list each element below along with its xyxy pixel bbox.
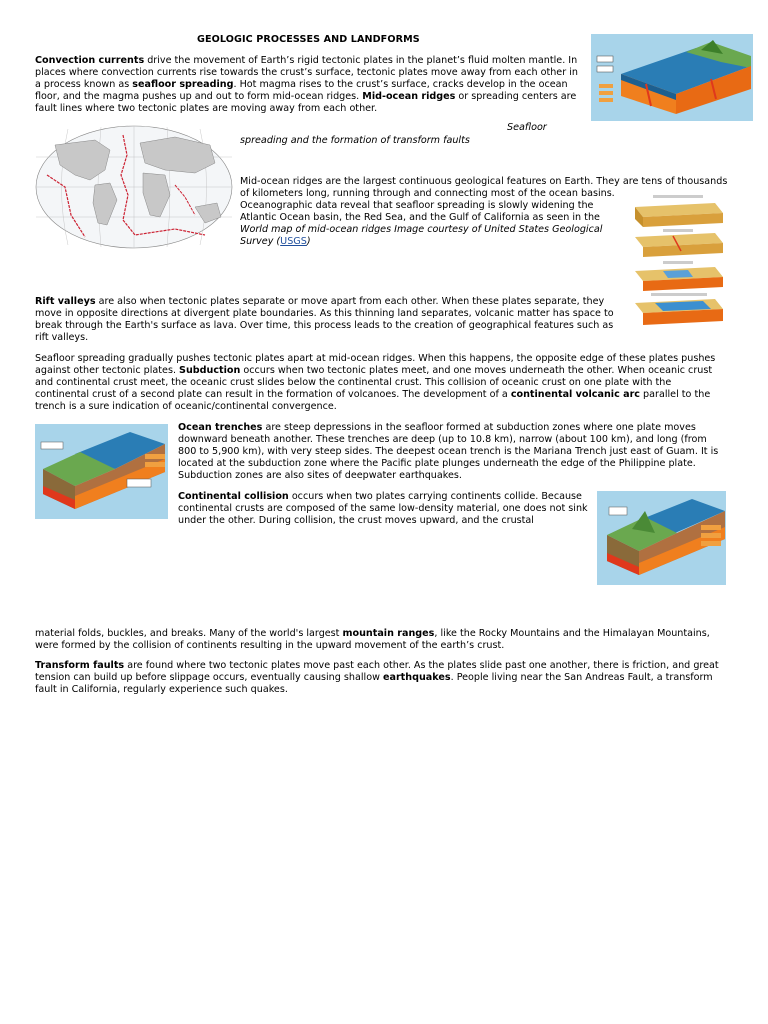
paragraph-mountain-ranges	[35, 628, 729, 652]
text: are steep depressions in the seafloor formed at subduction zones where one plate moves downward beneath another. These trenches are deep (up to 10.8 km), narrow (about 100 km), and long (from 800 to 5,900 km), with very steep sides. The deepest ocean trench is the Mariana Trench just east of Guam. It is located at the subduction zone where the Pacific plate plunges underneath the edge of the Philippine plate. Subduction zones are also sites of deepwater earthquakes.	[178, 422, 719, 481]
text: occurs when two plates carrying continents collide. Because continental crusts are composed of the same low-density material, one does not sink under the other. During collision, the crust moves upward, and the crustal	[178, 491, 588, 526]
seafloor-spreading-diagram	[591, 34, 753, 121]
text: of kilometers long, running through and connecting most of the ocean basins. Oceanographic data reveal that seafloor spreading is slowly widening the Atlantic Ocean basin, the Red Sea, and the Gulf of California as seen in the	[240, 188, 615, 223]
text: are found where two tectonic plates move past each other. As the plates slide past one another, there is friction, and great tension can build up before slippage occurs, eventually causing shallow	[35, 660, 719, 683]
map-credit: World map of mid-ocean ridges Image courtesy of United States Geological Survey (	[240, 224, 603, 247]
paragraph-continental-collision	[178, 491, 588, 527]
paragraph-transform-faults	[35, 660, 729, 696]
text: or spreading centers are fault lines where two tectonic plates are moving away from each other.	[35, 91, 577, 114]
term-continental-collision: Continental collision	[178, 491, 289, 502]
world-map-mid-ocean-ridges	[35, 125, 233, 249]
term-mountain-ranges: mountain ranges	[342, 628, 435, 639]
paragraph-subduction	[35, 353, 723, 413]
caption-text: spreading and the formation of transform faults	[240, 135, 470, 146]
text: are also when tectonic plates separate or move apart from each other. When these plates separate, they move in opposite directions at divergent plate boundaries. As this thinning land separates, volcanic matter has space to break through the Earth's surface as lava. Over time, this process leads to the creation of geographical features such as rift valleys.	[35, 296, 614, 343]
term-mid-ocean-ridges: Mid-ocean ridges	[362, 91, 456, 102]
term-ocean-trenches: Ocean trenches	[178, 422, 263, 433]
usgs-link[interactable]: USGS	[280, 236, 307, 247]
ocean-trench-diagram	[35, 424, 168, 519]
text: . People living near the San Andreas Fault, a transform fault in California, regularly experience such quakes.	[35, 672, 713, 695]
term-seafloor-spreading: seafloor spreading	[132, 79, 234, 90]
transform-fault-diagram	[633, 193, 725, 330]
continental-collision-diagram	[597, 491, 726, 585]
term-earthquakes: earthquakes	[382, 672, 451, 683]
term-transform-faults: Transform faults	[35, 660, 125, 671]
text: material folds, buckles, and breaks. Many of the world's largest	[35, 628, 343, 639]
text: Seafloor spreading gradually pushes tectonic plates apart at mid-ocean ridges. When this happens, the opposite edge of these plates pushes against other tectonic plates.	[35, 353, 716, 376]
term-continental-volcanic-arc: continental volcanic arc	[510, 389, 640, 400]
document-title: GEOLOGIC PROCESSES AND LANDFORMS	[197, 34, 420, 45]
figure-caption-line2	[240, 135, 470, 147]
text: , like the Rocky Mountains and the Himalayan Mountains, were formed by the collision of continents resulting in the upward movement of the earth’s crust.	[35, 628, 710, 651]
text: parallel to the trench is a sure indication of oceanic/continental convergence.	[35, 389, 711, 412]
text: Mid-ocean ridges are the largest continuous geological features on Earth. They are tens of thousands	[240, 176, 728, 187]
caption-text: Seafloor	[507, 122, 547, 133]
paragraph-ocean-trenches	[178, 422, 726, 482]
term-convection-currents: Convection currents	[35, 55, 145, 66]
text: )	[306, 236, 311, 247]
term-subduction: Subduction	[179, 365, 241, 376]
paragraph-rift-valleys	[35, 296, 625, 344]
paragraph-mid-ocean-ridges-line1	[240, 176, 734, 188]
text: occurs when two tectonic plates meet, and one moves underneath the other. When oceanic crust and continental crust meet, the oceanic crust slides below the continental crust. This collision of oceanic crust on one plate with the continental crust of a second plate can result in the formation of volcanoes. The development of a	[35, 365, 713, 400]
text: . Hot magma rises to the crust’s surface, cracks develop in the ocean floor, and the magma pushes up and out to form mid-ocean ridges.	[35, 79, 568, 102]
paragraph-mid-ocean-ridges	[240, 188, 620, 248]
text: drive the movement of Earth’s rigid tectonic plates in the planet’s fluid molten mantle. In places where convection currents rise towards the crust’s surface, tectonic plates move away from each other in a process known as	[35, 55, 578, 90]
term-rift-valleys: Rift valleys	[35, 296, 96, 307]
figure-caption-line1	[507, 122, 547, 134]
paragraph-convection	[35, 55, 585, 115]
